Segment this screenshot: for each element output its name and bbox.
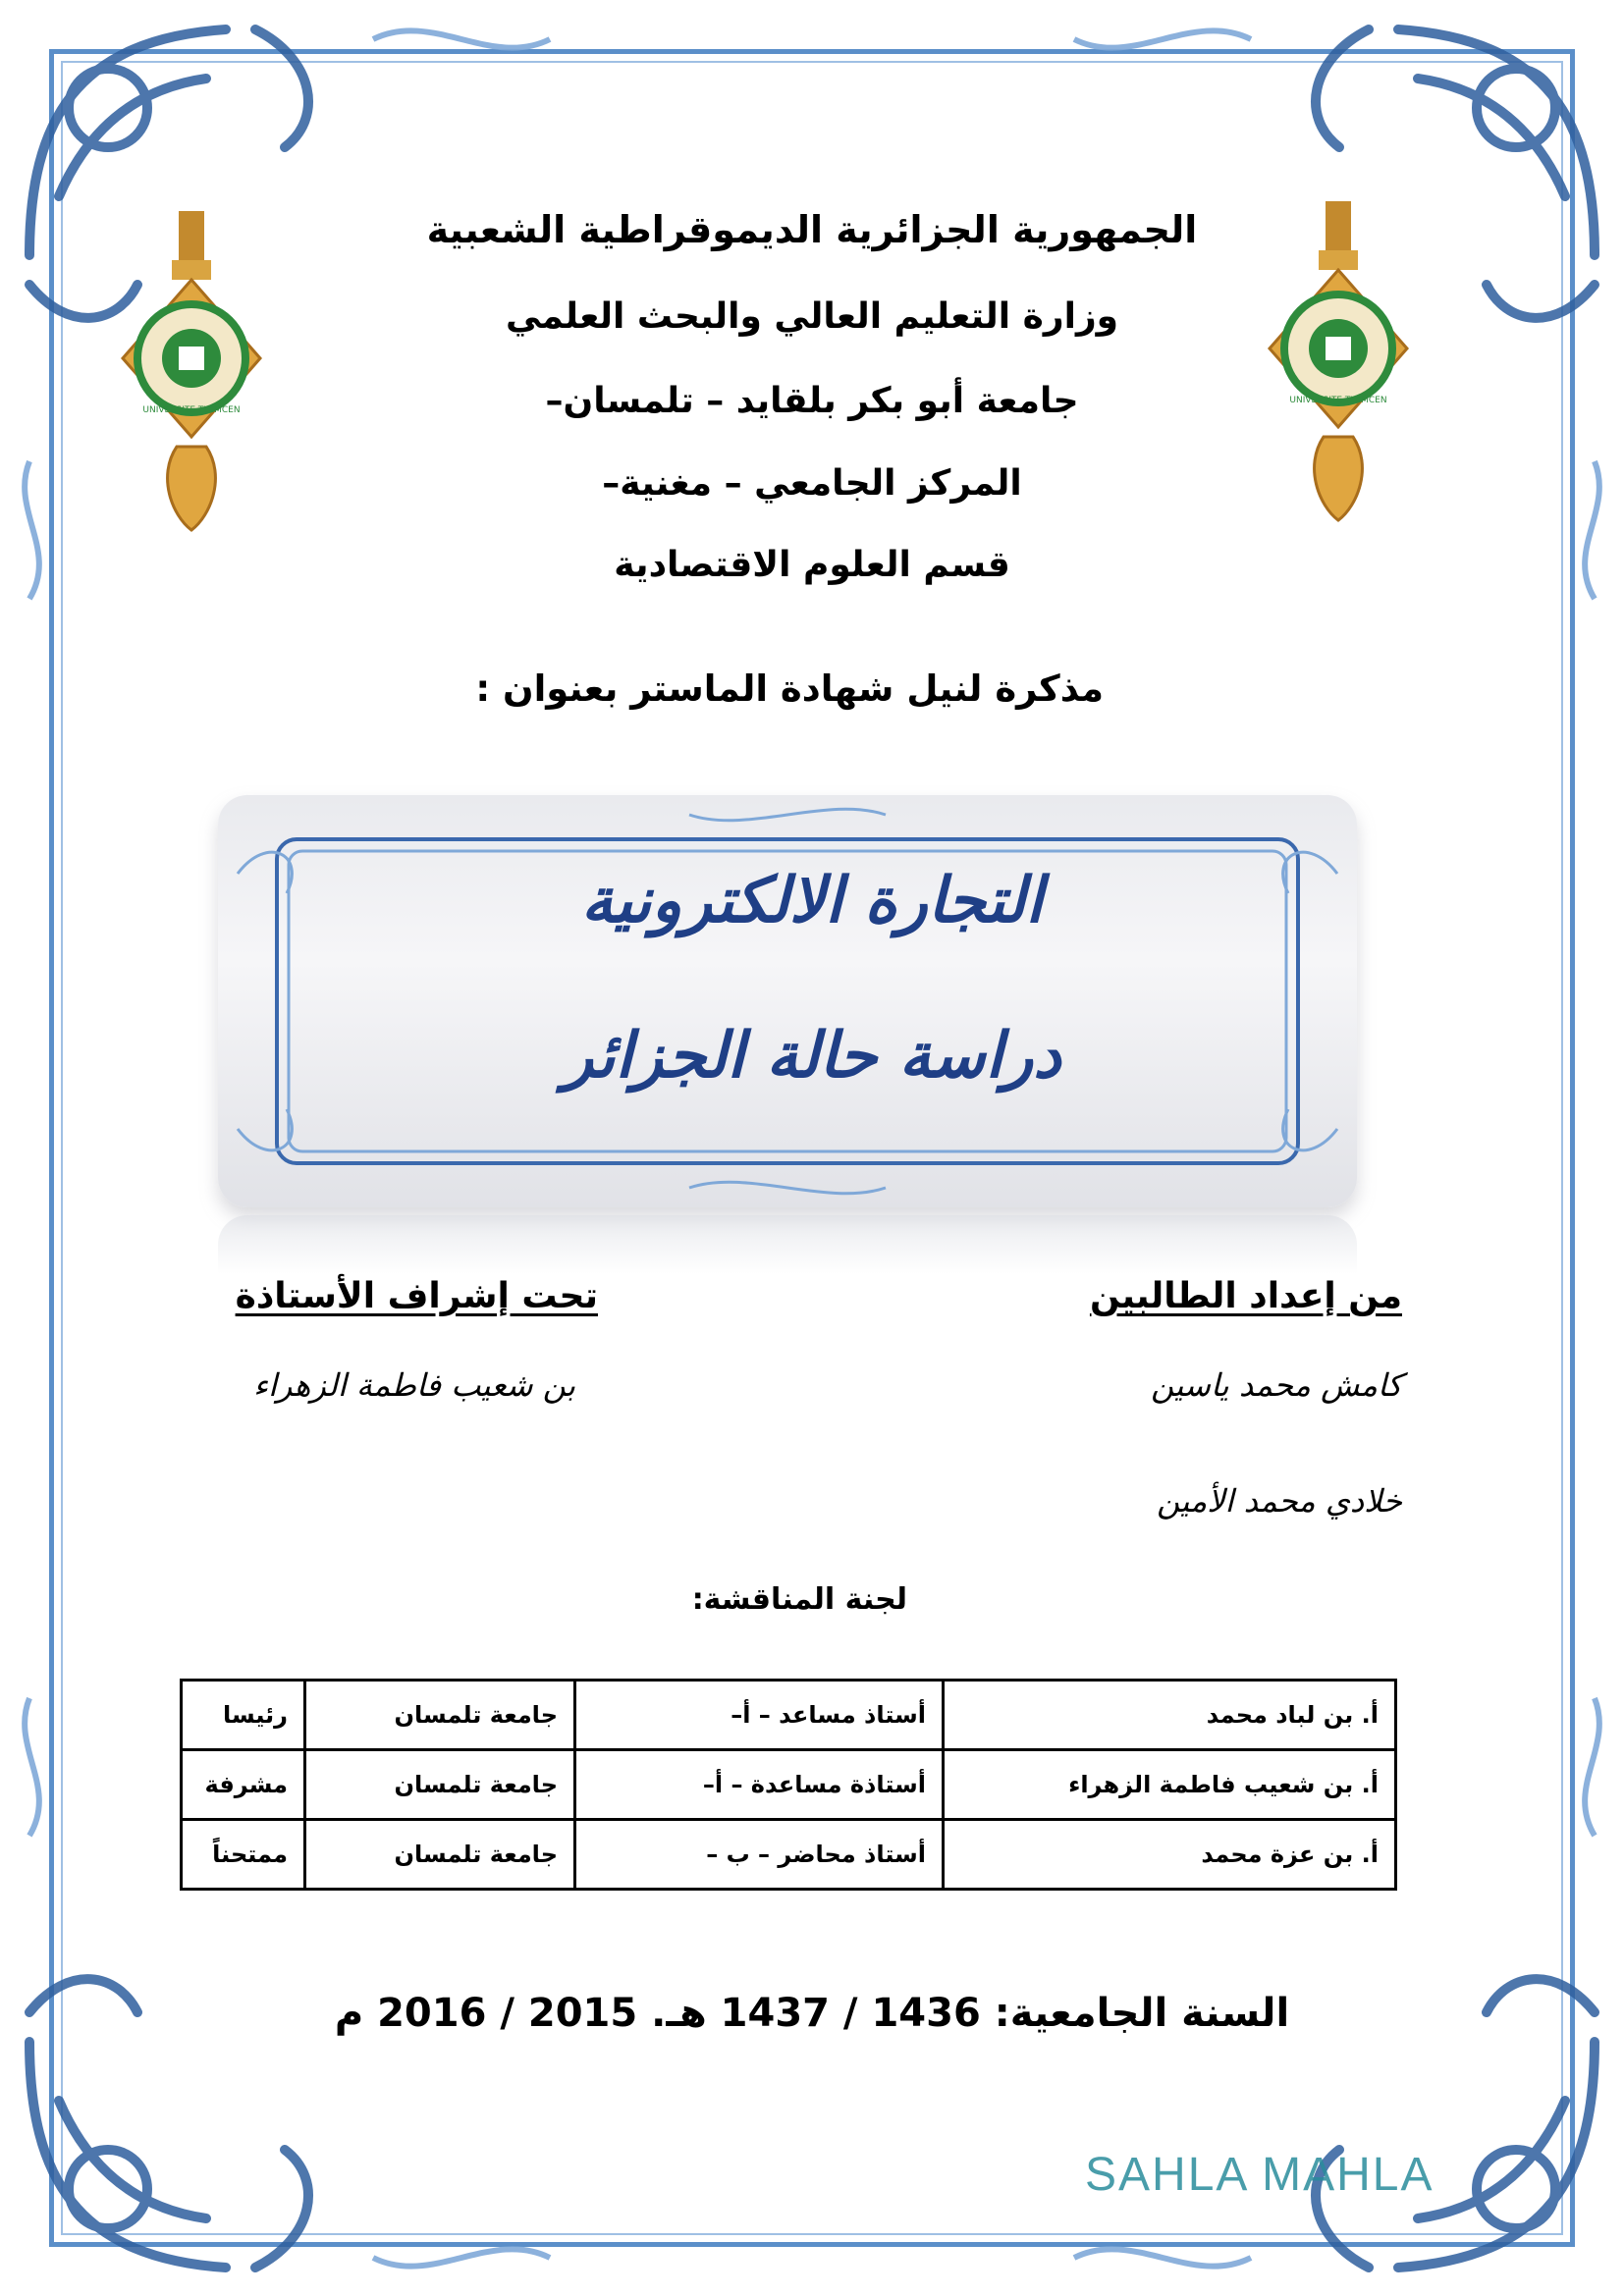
- students-label: من إعداد الطالبين: [1089, 1276, 1402, 1316]
- student-name-1: كامش محمد ياسين: [1151, 1366, 1402, 1404]
- committee-label: لجنة المناقشة:: [691, 1582, 907, 1617]
- header-department: قسم العلوم الاقتصادية: [614, 545, 1010, 585]
- supervisor-name: بن شعيب فاطمة الزهراء: [252, 1366, 575, 1404]
- svg-text:UNIVERSITE TLEMCEN: UNIVERSITE TLEMCEN: [142, 405, 241, 415]
- student-name-2: خلادي محمد الأمين: [1157, 1482, 1402, 1520]
- committee-table: [180, 1679, 1397, 1891]
- academic-year: السنة الجامعية: 1436 / 1437 هـ. 2015 / 2016 م: [334, 1991, 1290, 2036]
- member-rank: أستاذة مساعدة – أ–: [575, 1750, 944, 1820]
- member-role: مشرفة: [182, 1750, 305, 1820]
- table-row: [182, 1750, 1396, 1820]
- header-university: جامعة أبو بكر بلقايد – تلمسان–: [545, 381, 1079, 421]
- member-university: جامعة تلمسان: [305, 1681, 575, 1750]
- member-rank: أستاذ محاضر – ب –: [575, 1820, 944, 1890]
- header-center: المركز الجامعي – مغنية–: [602, 463, 1022, 504]
- thesis-title: التجارة الالكترونية: [580, 864, 1044, 937]
- title-box-reflection: [218, 1215, 1357, 1274]
- header-republic: الجمهورية الجزائرية الديموقراطية الشعبية: [426, 208, 1198, 251]
- thesis-subtitle: دراسة حالة الجزائر: [563, 1019, 1061, 1093]
- member-name: أ. بن لباد محمد: [944, 1681, 1396, 1750]
- member-role: رئيسا: [182, 1681, 305, 1750]
- svg-text:UNIVERSITE TLEMCEN: UNIVERSITE TLEMCEN: [1289, 396, 1387, 405]
- member-name: أ. بن شعيب فاطمة الزهراء: [944, 1750, 1396, 1820]
- table-row: [182, 1820, 1396, 1890]
- member-university: جامعة تلمسان: [305, 1750, 575, 1820]
- title-box-ornament: [218, 795, 1357, 1207]
- watermark-logo: SAHLA MAHLA: [1085, 2149, 1435, 2201]
- supervisor-label: تحت إشراف الأستاذة: [235, 1276, 598, 1316]
- thesis-subject-line: مذكرة لنيل شهادة الماستر بعنوان :: [475, 667, 1104, 710]
- title-box: [218, 795, 1357, 1207]
- member-rank: أستاذ مساعد – أ–: [575, 1681, 944, 1750]
- member-role: ممتحناً: [182, 1820, 305, 1890]
- header-ministry: وزارة التعليم العالي والبحث العلمي: [505, 296, 1119, 337]
- member-name: أ. بن عزة محمد: [944, 1820, 1396, 1890]
- table-row: [182, 1681, 1396, 1750]
- member-university: جامعة تلمسان: [305, 1820, 575, 1890]
